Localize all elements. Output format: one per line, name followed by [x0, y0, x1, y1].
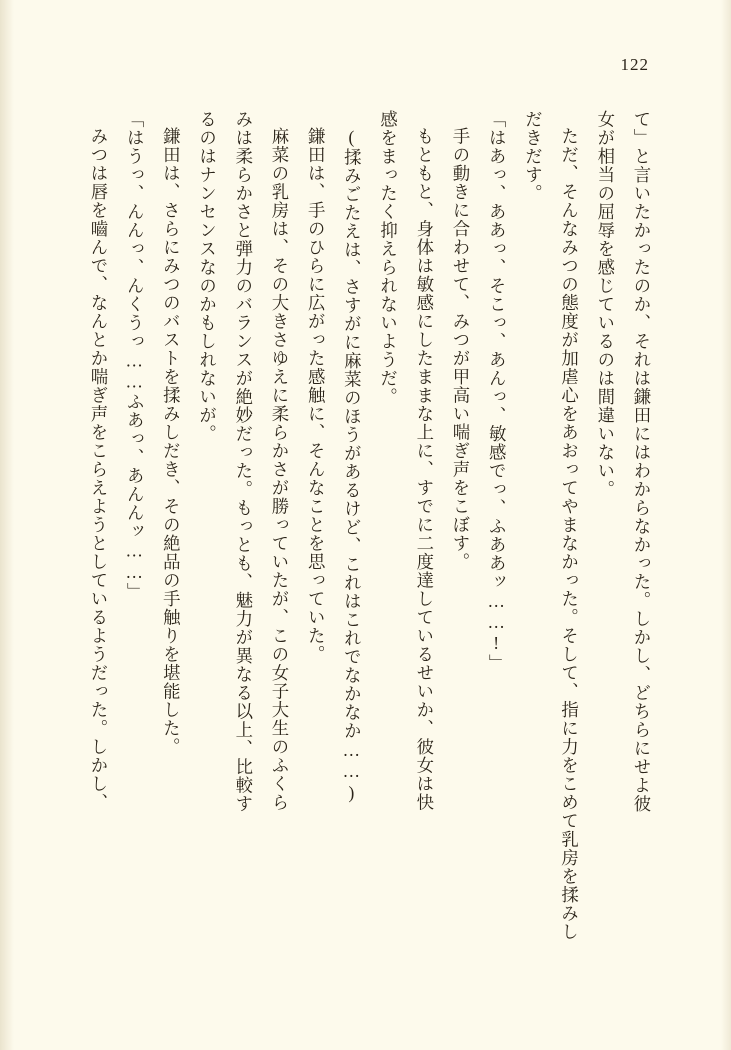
paragraph: もともと、身体は敏感にしたままな上に、すでに二度達しているせいか、彼女は快	[413, 127, 434, 812]
paragraph: るのはナンセンスなのかもしれないが。	[196, 110, 217, 443]
paragraph: 手の動きに合わせて、みつが甲高い喘ぎ声をこぼす。	[449, 127, 470, 572]
paragraph: (揉みごたえは、さすがに麻菜のほうがあるけど、これはこれでなかなか……)	[341, 127, 362, 804]
paragraph: て」と言いたかったのか、それは鎌田にはわからなかった。しかし、どちらにせよ彼	[631, 110, 651, 813]
paragraph: 感をまったく抑えられないようだ。	[377, 110, 398, 406]
paragraph: 「はうっ、んんっ、んくうっ……ふあっ、あんんッ……」	[124, 110, 145, 602]
page-body-text	[72, 110, 659, 978]
paragraph: 「はあっ、ああっ、そこっ、あんっ、敏感でっ、ふああッ……!」	[486, 110, 507, 673]
paragraph: ただ、そんなみつの態度が加虐心をあおってやまなかった。そして、指に力をこめて乳房を揉みし	[558, 127, 579, 942]
paragraph: 鎌田は、さらにみつのバストを揉みしだき、その絶品の手触りを堪能した。	[160, 127, 181, 757]
paragraph: みは柔らかさと弾力のバランスが絶妙だった。もっとも、魅力が異なる以上、比較す	[232, 110, 253, 813]
paragraph: 鎌田は、手のひらに広がった感触に、そんなことを思っていた。	[305, 127, 326, 664]
paragraph: みつは唇を嚙んで、なんとか喘ぎ声をこらえようとしているようだった。しかし、	[87, 127, 108, 812]
paragraph: 麻菜の乳房は、その大きさゆえに柔らかさが勝っていたが、この女子大生のふくら	[268, 127, 289, 812]
page-number: 122	[620, 55, 649, 74]
paragraph: 女が相当の屈辱を感じているのは間違いない。	[594, 110, 615, 499]
paragraph: だきだす。	[522, 110, 543, 203]
